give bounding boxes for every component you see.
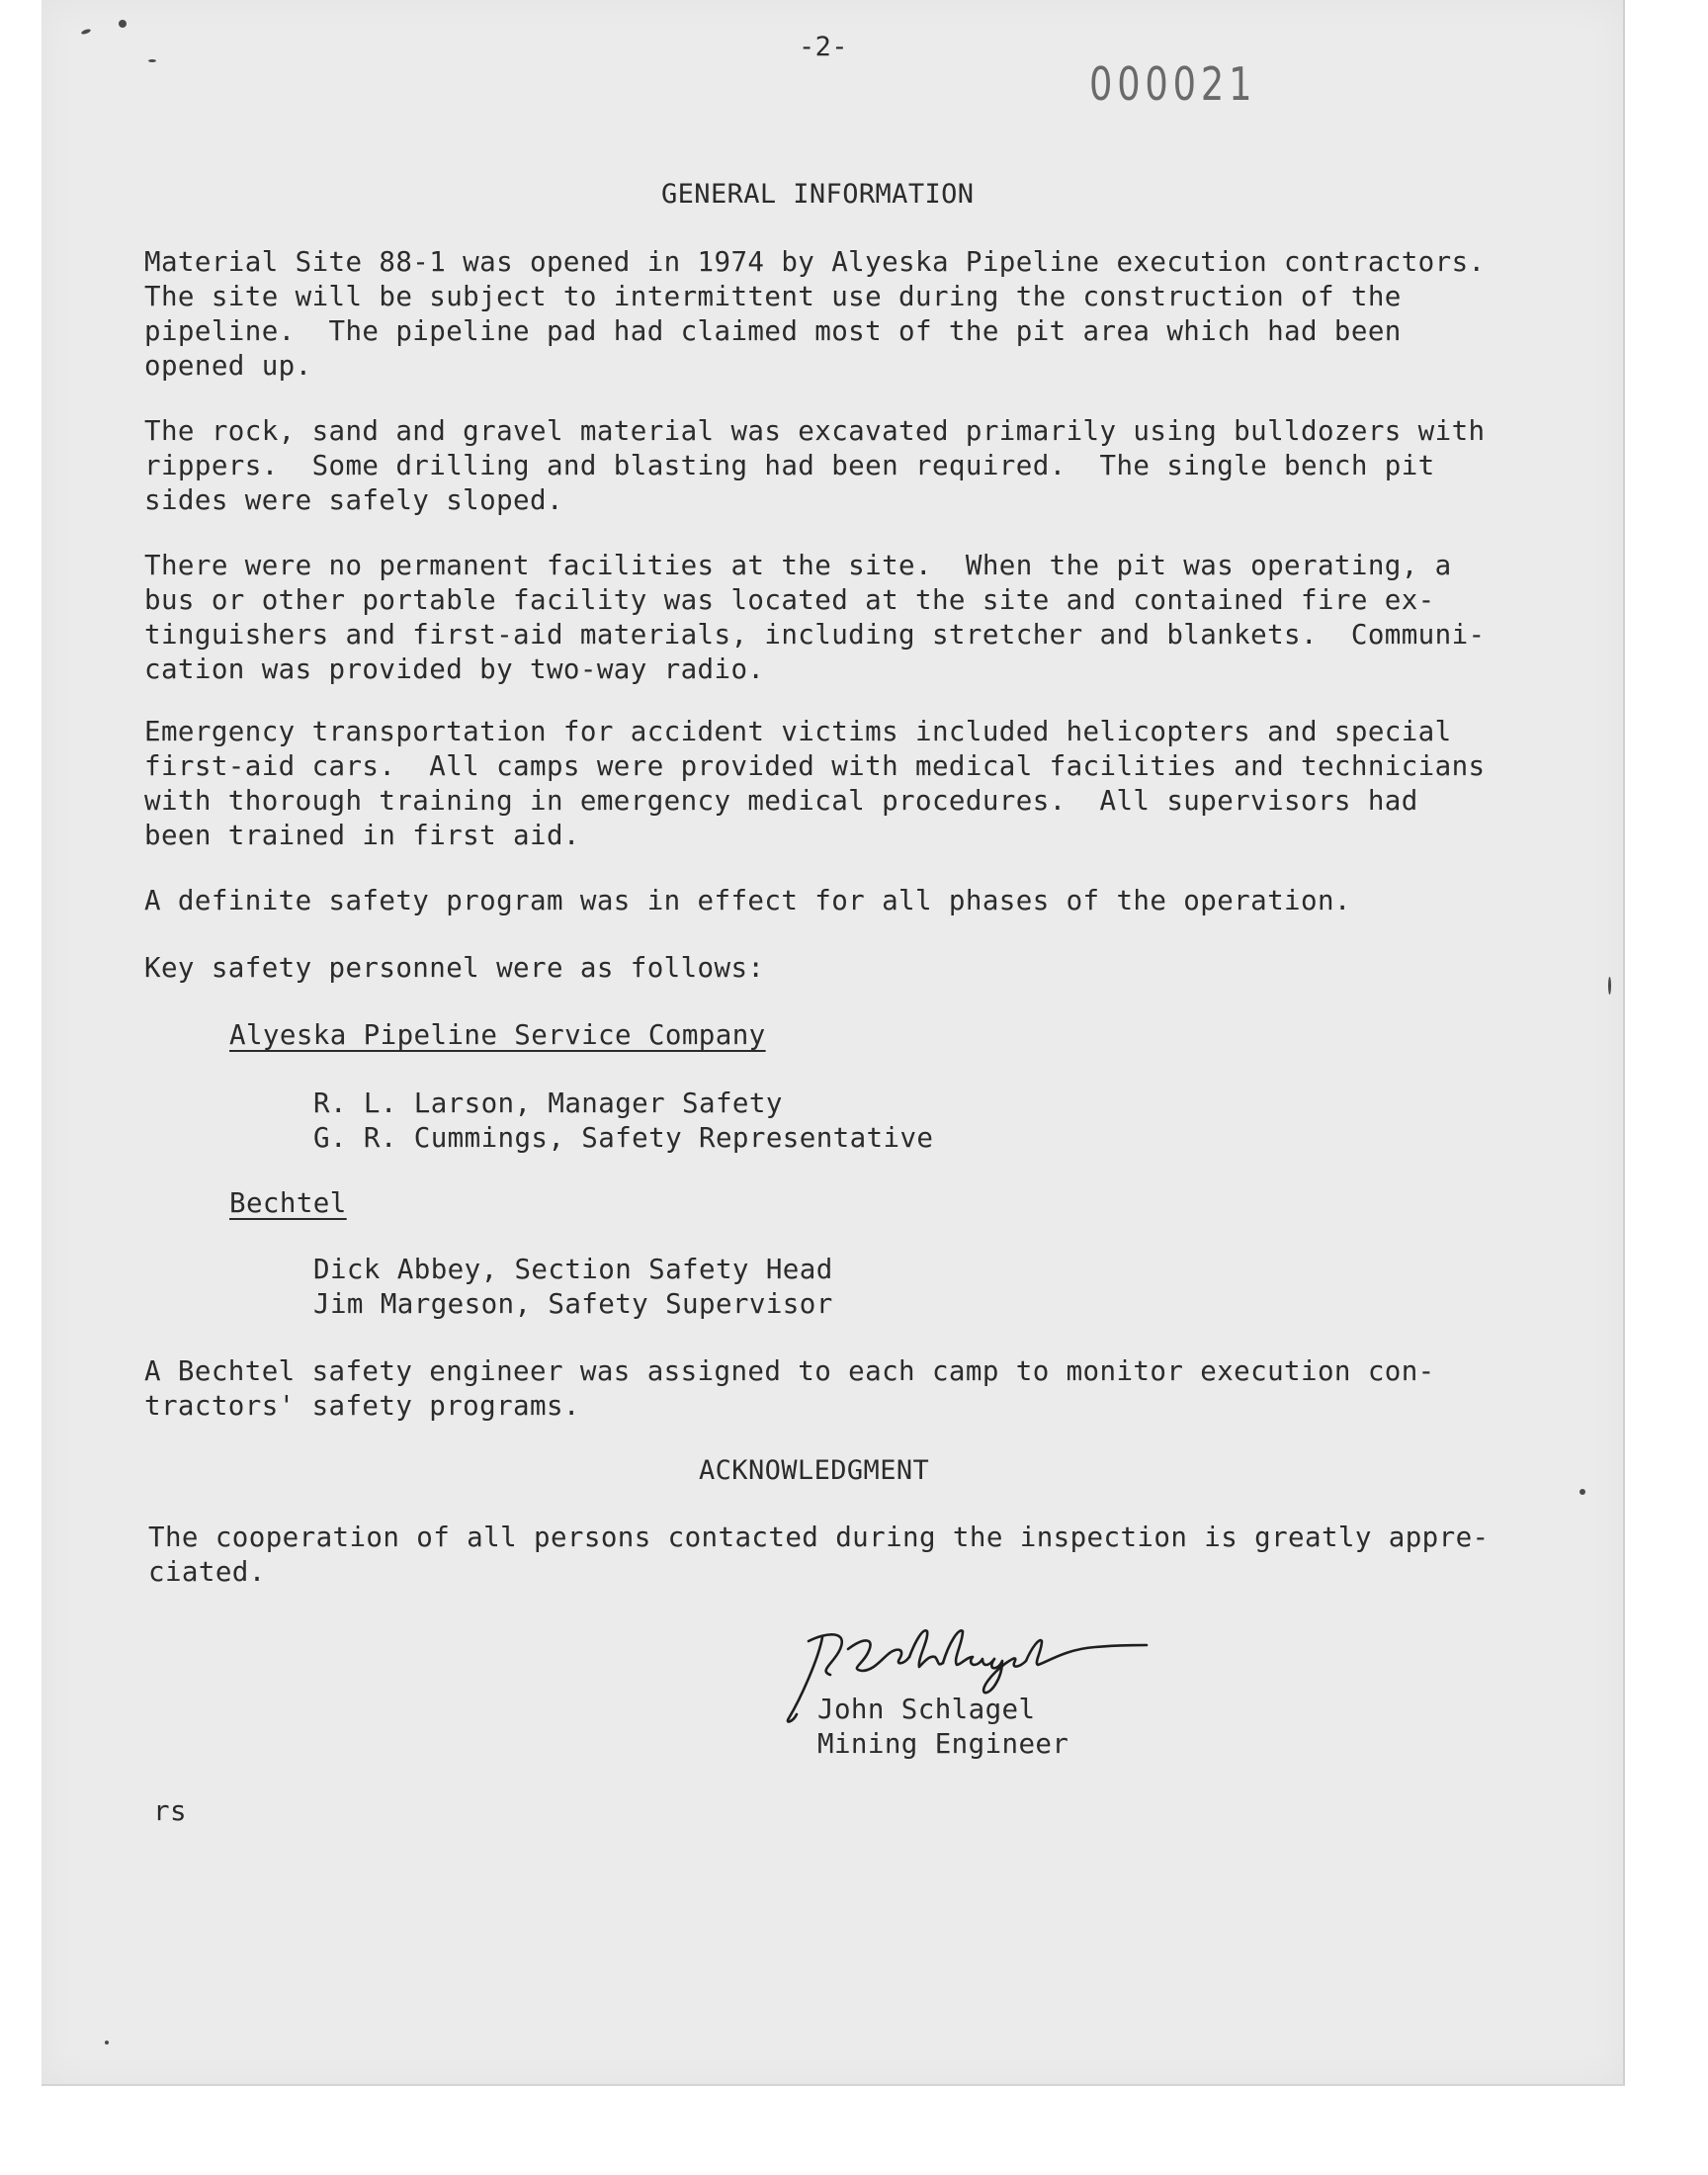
paragraph-line: A Bechtel safety engineer was assigned to each camp to monitor execution con- [144,1355,1435,1387]
paragraph-line: cation was provided by two-way radio. [144,653,765,685]
scan-speck [119,20,127,28]
signer-name: John Schlagel [817,1694,1036,1725]
scan-speck [1580,1489,1585,1495]
paragraph-line: The rock, sand and gravel material was excavated primarily using bulldozers with [144,415,1486,447]
document-stamp-number: 000021 [1089,57,1257,111]
scan-speck [148,59,156,62]
paragraph-line: rippers. Some drilling and blasting had been required. The single bench pit [144,450,1435,481]
personnel-entry: R. L. Larson, Manager Safety [313,1088,783,1119]
paragraph-line: first-aid cars. All camps were provided with medical facilities and technicians [144,750,1486,782]
page-number: -2- [799,32,848,62]
section-title-acknowledgment: ACKNOWLEDGMENT [699,1455,930,1486]
signer-title: Mining Engineer [817,1728,1069,1760]
personnel-entry: G. R. Cummings, Safety Representative [313,1122,934,1154]
paragraph-line: Emergency transportation for accident victims included helicopters and special [144,716,1452,747]
paragraph-line: sides were safely sloped. [144,484,563,516]
paragraph-line: opened up. [144,350,312,382]
paragraph-line: bus or other portable facility was located at the site and contained fire ex- [144,584,1435,616]
paragraph-line: Material Site 88-1 was opened in 1974 by Alyeska Pipeline execution contractors. [144,246,1486,278]
paragraph-line: tractors' safety programs. [144,1390,580,1422]
paragraph-line: A definite safety program was in effect for all phases of the operation. [144,885,1351,916]
paragraph-line: tinguishers and first-aid materials, including stretcher and blankets. Communi- [144,619,1486,651]
paragraph-line: been trained in first aid. [144,820,580,851]
paragraph-line: Key safety personnel were as follows: [144,952,765,984]
personnel-entry: Dick Abbey, Section Safety Head [313,1254,833,1285]
company-heading-alyeska: Alyeska Pipeline Service Company [229,1019,766,1051]
section-title-general-information: GENERAL INFORMATION [661,179,975,210]
personnel-entry: Jim Margeson, Safety Supervisor [313,1288,833,1320]
paragraph-line: with thorough training in emergency medical procedures. All supervisors had [144,785,1418,817]
company-heading-bechtel: Bechtel [229,1187,347,1219]
paragraph-line: The cooperation of all persons contacted during the inspection is greatly appre- [148,1522,1490,1553]
typist-initials: rs [153,1795,187,1827]
paragraph-line: pipeline. The pipeline pad had claimed most of the pit area which had been [144,315,1402,347]
scan-speck [81,28,92,35]
paragraph-line: There were no permanent facilities at the site. When the pit was operating, a [144,550,1452,581]
scan-speck [105,2041,109,2044]
scan-speck [1608,977,1611,995]
paragraph-line: The site will be subject to intermittent use during the construction of the [144,281,1402,312]
paragraph-line: ciated. [148,1556,266,1588]
